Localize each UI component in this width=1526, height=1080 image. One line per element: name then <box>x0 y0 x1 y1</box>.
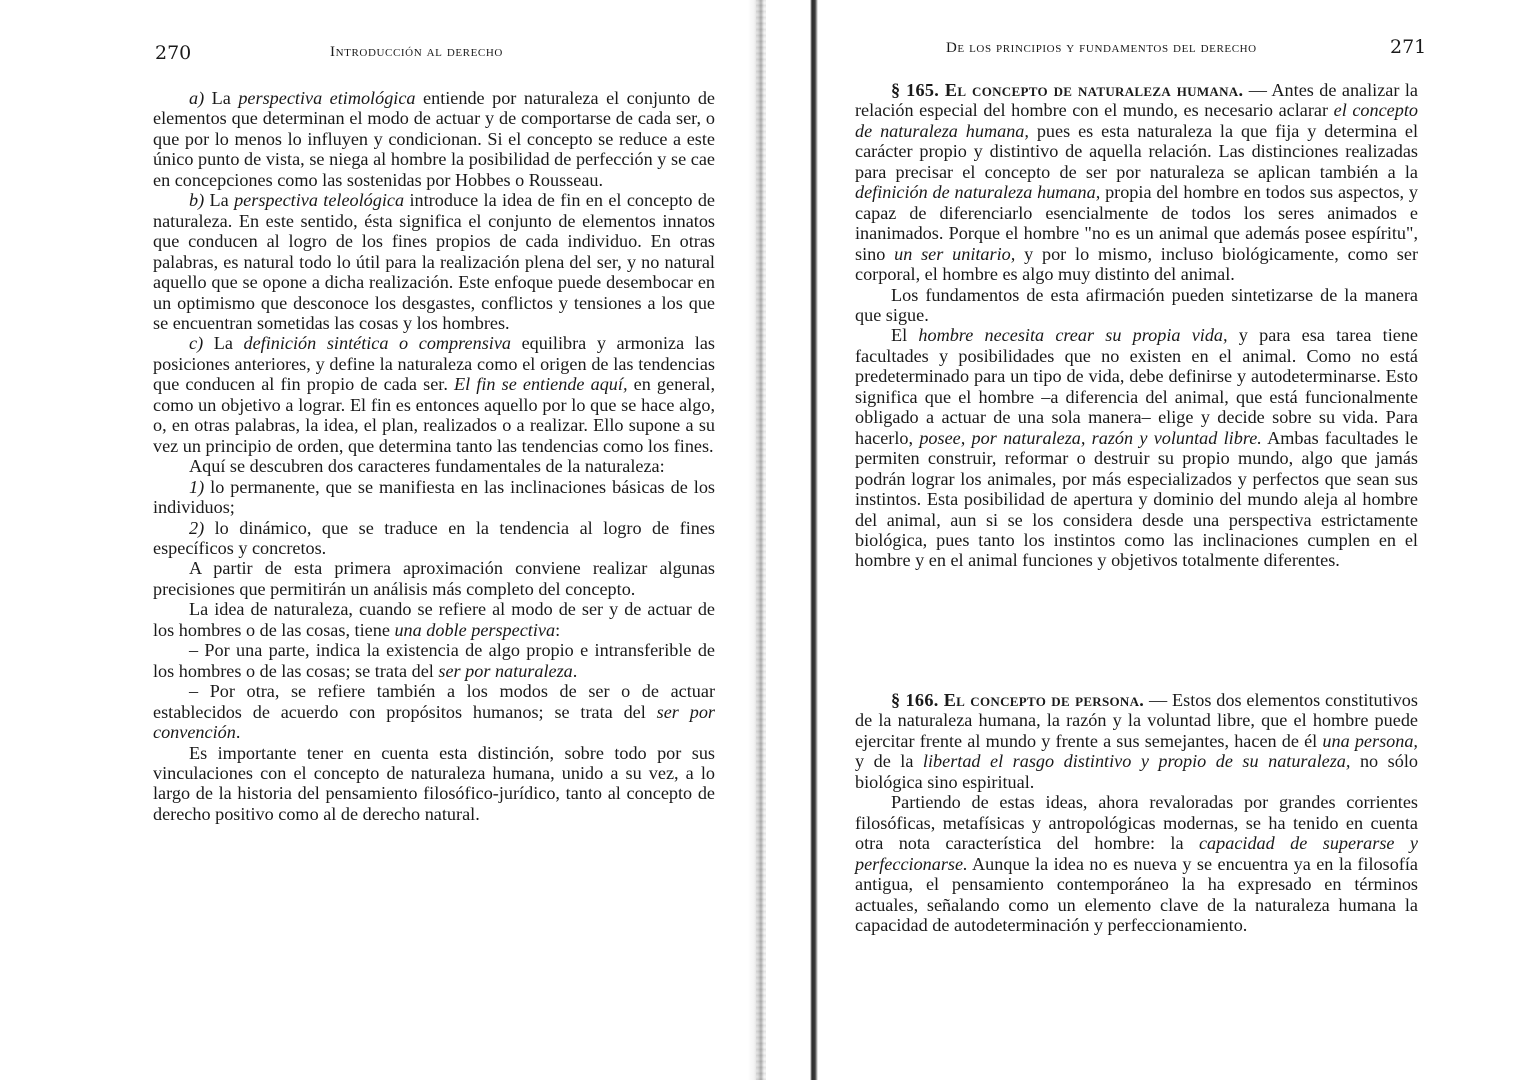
text-run: y por lo mismo, incluso biológicamente, como ser corporal, el hombre es algo muy distinto del animal. <box>855 243 1419 285</box>
text-run: . <box>235 722 241 743</box>
emphasis: una doble perspectiva <box>394 619 556 640</box>
paragraph <box>855 792 1418 935</box>
text-run: introduce la idea de fin en el concepto de naturaleza. En este sentido, ésta significa el conjunto de elementos innatos que conducen al logro de los fines propios de cada individuo. En otras palabras, es natural todo lo útil para la realización plena del ser, y no natural aquello que se opone a dicha realización. Este enfoque puede desembocar en un optimismo que desconoce los desgastes, conflictos y tensiones a los que se encuentran sometidas las cosas y los hombres. <box>153 190 715 333</box>
text-run: y para esa tarea tiene facultades y posibilidades que no existen en el animal. Como no está predeterminado para un tipo de vida, debe definirse y autodeterminarse. Esto significa que el hombre –a diferencia del animal, que está funcionalmente obligado a actuar de una sola manera– elige y decide sobre su vida. Para hacerlo, <box>855 325 1418 448</box>
text-run: Antes de analizar la relación especial del hombre con el mundo, es necesario aclarar <box>855 80 1418 121</box>
text-run: propia del hombre en todos sus aspectos, y capaz de diferenciarlo esencialmente de todos los seres animados e inanimados. Porque el hombre "no es un animal que además posee espíritu", sino <box>855 182 1418 264</box>
emphasis: perspectiva teleológica <box>234 190 405 211</box>
emphasis: definición de naturaleza humana, <box>855 182 1101 203</box>
text-run: equilibra y armoniza las posiciones anteriores, y define la naturaleza como el origen de las tendencias que conducen al fin propio de cada ser. <box>153 333 715 395</box>
text-run: no sólo biológica sino espiritual. <box>855 751 1418 792</box>
text-run: . <box>572 660 578 681</box>
text-run: lo permanente, que se manifiesta en las inclinaciones básicas de los individuos; <box>153 476 715 518</box>
item-label: c) <box>189 333 204 354</box>
paragraph-c <box>153 333 715 456</box>
emphasis: una persona, <box>1322 730 1418 751</box>
section-166-intro <box>855 690 1418 792</box>
emphasis: libertad el rasgo distintivo y propio de su naturaleza, <box>922 751 1351 772</box>
paragraph <box>153 640 715 681</box>
item-label: 1) <box>189 476 205 497</box>
text-run: entiende por naturaleza el conjunto de elementos que determinan el modo de actuar y de comportarse de cada ser, o que por lo menos lo influyen y condicionan. Si el concepto se reduce a este único punto de vista, se niega al hombre la posibilidad de perfección y se cae en concepciones como las sostenidas por Hobbes o Rousseau. <box>153 88 715 190</box>
paragraph-b <box>153 190 715 333</box>
emphasis: perspectiva etimológica <box>238 88 416 108</box>
paragraph <box>153 599 715 640</box>
emphasis: un ser unitario, <box>894 243 1016 264</box>
section-number: § 166. <box>891 690 939 710</box>
section-heading <box>891 690 1144 710</box>
text-run: pues es esta naturaleza la que fija y determina el carácter propio y distintivo de aquella relación. Las distinciones realizadas para precisar el concepto de ser por naturaleza se aplican también a la <box>855 120 1419 182</box>
emphasis: hombre necesita crear su propia vida, <box>918 325 1228 346</box>
list-item-2 <box>153 518 715 559</box>
text-run: — <box>1243 80 1272 100</box>
right-page <box>822 0 1526 1080</box>
left-page <box>0 0 760 1080</box>
text-run: Partiendo de estas ideas, ahora revaloradas por grandes corrientes filosóficas, metafísicas y antropológicas modernas, se ha tenido en cuenta otra nota característica del hombre: la <box>855 792 1418 854</box>
text-run: – Por otra, se refiere también a los modos de ser o de actuar establecidos de acuerdo con propósitos humanos; se trata del <box>153 681 715 722</box>
paragraph: Aquí se descubren dos caracteres fundamentales de la naturaleza: <box>189 456 665 477</box>
text-run: : <box>555 619 561 640</box>
text-run: lo dinámico, que se traduce en la tendencia al logro de fines específicos y concretos. <box>153 517 715 558</box>
item-label: b) <box>189 190 205 211</box>
paragraph <box>855 325 1418 570</box>
emphasis: El fin se entiende aquí, <box>454 374 628 395</box>
page-number: 270 <box>155 42 192 64</box>
emphasis: ser por naturaleza <box>438 660 573 681</box>
text-run: La idea de naturaleza, cuando se refiere al modo de ser y de actuar de los hombres o de las cosas, tiene <box>153 599 715 640</box>
left-page-body <box>153 88 715 824</box>
running-head: De los principios y fundamentos del derecho <box>946 40 1257 56</box>
paragraph <box>153 681 715 742</box>
emphasis: posee, por naturaleza, razón y voluntad libre. <box>919 427 1262 448</box>
emphasis: el concepto de naturaleza humana, <box>855 100 1418 141</box>
section-heading <box>891 80 1243 100</box>
section-166 <box>855 690 1418 935</box>
section-title: El concepto de naturaleza humana. <box>944 80 1244 100</box>
page-number: 271 <box>1390 36 1427 58</box>
text-run: en general, como un objetivo a lograr. El fin es entonces aquello por lo que se hace algo, o, en otras palabras, la idea, el plan, realizados o a realizar. Ello supone a su vez un principio de orden, que determina tanto las tendencias como los fines. <box>153 374 715 456</box>
emphasis: ser por convención <box>153 701 715 743</box>
paragraph-a <box>153 88 715 190</box>
text-run: El <box>891 325 919 346</box>
text-run: — <box>1144 690 1173 710</box>
text-run: Estos dos elementos constitutivos de la naturaleza humana, la razón y la voluntad libre, que el hombre puede ejercitar frente al mundo y frente a sus semejantes, hacen de él <box>855 690 1418 751</box>
item-label: 2) <box>189 517 205 538</box>
running-head: Introducción al derecho <box>330 44 503 60</box>
section-165 <box>855 80 1418 571</box>
item-label: a) <box>189 88 205 108</box>
list-item-1 <box>153 477 715 518</box>
paragraph: Los fundamentos de esta afirmación pueden sintetizarse de la manera que sigue. <box>855 284 1418 325</box>
section-165-intro <box>855 80 1418 285</box>
text-run: La <box>203 333 244 354</box>
emphasis: definición sintética o comprensiva <box>243 333 512 354</box>
section-title: El concepto de persona. <box>943 690 1145 710</box>
text-run: y de la <box>855 751 923 772</box>
text-run: – Por una parte, indica la existencia de algo propio e intransferible de los hombres o de las cosas; se trata del <box>153 640 715 681</box>
paragraph: A partir de esta primera aproximación conviene realizar algunas precisiones que permitirán un análisis más completo del concepto. <box>153 558 715 599</box>
text-run: Ambas facultades le permiten construir, reformar o destruir su propio mundo, algo que jamás podrán lograr los animales, por más especializados y perfectos que sean sus instintos. Esta posibilidad de apertura y dominio del mundo aleja al hombre del animal, aun si se los considera desde una perspectiva estrictamente biológica, pues tanto los instintos como las inclinaciones cumplen en el hombre y en el animal funciones y objetivos totalmente diferentes. <box>855 427 1419 571</box>
emphasis: capacidad de superarse y perfeccionarse. <box>855 833 1418 874</box>
text-run: La <box>204 88 239 108</box>
section-number: § 165. <box>891 80 940 100</box>
text-run: Aunque la idea no es nueva y se encuentra ya en la filosofía antigua, el pensamiento contemporáneo la ha expresado en términos actuales, señalando como un elemento clave de la naturaleza humana la capacidad de autodeterminación y perfeccionamiento. <box>855 853 1418 935</box>
paragraph: Es importante tener en cuenta esta distinción, sobre todo por sus vinculaciones con el concepto de naturaleza humana, unido a su vez, a lo largo de la historia del pensamiento filosófico-jurídico, tanto al concepto de derecho positivo como al de derecho natural. <box>153 742 715 824</box>
text-run: La <box>204 190 235 211</box>
